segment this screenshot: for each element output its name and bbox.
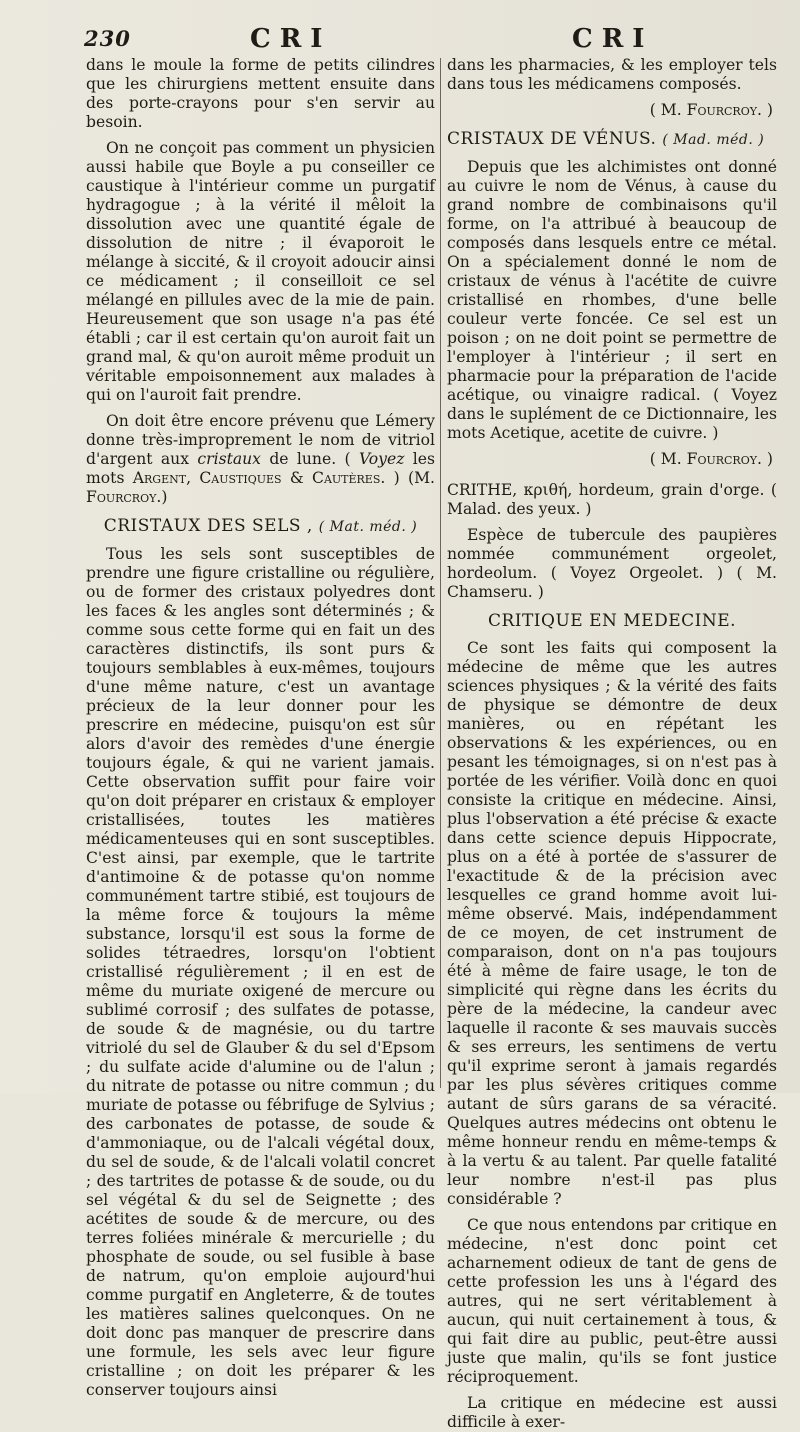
paragraph: On ne conçoit pas comment un physicien aussi habile que Boyle a pu conseiller ce caustique à l'intérieur comme un purgatif hydragogue ; à la vérité il mêloit la dissolution avec une quantité égale de dissolution de nitre ; il évaporoit le mélange à siccité, & il croyoit adoucir ainsi ce médicament ; il conseilloit ce sel mélangé en pillules avec de la mie de pain. Heureusement que son usage n'a pas été établi ; car il est certain qu'on auroit fait un grand mal, & qu'on auroit même produit un véritable empoisonnement aux malades à qui on l'auroit fait prendre. <box>86 139 435 404</box>
author-signature: ( M. Fourcroy. ) <box>649 450 773 468</box>
paragraph: Ce sont les faits qui composent la médecine de même que les autres sciences physiques ; & la vérité des faits de physique se démontre de deux manières, ou en répétant les observations & les expériences, ou en pesant les témoignages, si on n'est pas à portée de les vérifier. Voilà donc en quoi consiste la critique en médecine. Ainsi, plus l'observation a été précise & exacte dans cette science depuis Hippocrate, plus on a été à portée de s'assurer de l'exactitude & de la précision avec lesquelles ce grand homme avoit lui-même observé. Mais, indépendamment de ce moyen, de cet instrument de comparaison, dont on n'a pas toujours été à même de faire usage, le ton de simplicité qui règne dans les écrits du père de la médecine, la candeur avec laquelle il raconte & ses mauvais succès & ses erreurs, les sentimens de vertu qu'il exprime seront à jamais regardés par les plus sévères critiques comme autant de sûrs garans de sa véracité. Quelques autres médecins ont obtenu le même honneur rendu en même-temps & à la vertu & au talent. Par quelle fatalité leur nombre n'est-il pas plus considérable ? <box>447 639 777 1208</box>
section-title-cristaux-de-venus: CRISTAUX DE VÉNUS. ( Mad. méd. ) <box>447 129 765 149</box>
author-signature: ( M. Fourcroy. ) <box>649 101 773 119</box>
section-title-cristaux-des-sels: CRISTAUX DES SELS , ( Mat. méd. ) <box>103 516 418 536</box>
paragraph: Tous les sels sont susceptibles de prendre une figure cristalline ou régulière, ou de former des cristaux polyedres dont les faces & les angles sont déterminés ; & comme sous cette forme qui en fait un des caractères distinctifs, ils sont purs & toujours semblables à eux-mêmes, toujours d'une même nature, c'est un avantage précieux de la leur donner pour les prescrire en médecine, puisqu'on est sûr alors d'avoir des remèdes d'une énergie toujours égale, & qui ne varient jamais. Cette observation suffit pour faire voir qu'on doit préparer en cristaux & employer cristallisées, toutes les matières médicamenteuses qui en sont susceptibles. C'est ainsi, par exemple, que le tartrite d'antimoine & de potasse qu'on nomme communément tartre stibié, est toujours de la même force & toujours la même substance, lorsqu'il est sous la forme de solides tétraedres, lorsqu'on l'obtient cristallisé régulièrement ; il en est de même du muriate oxigené de mercure ou sublimé corrosif ; des sulfates de potasse, de soude & de magnésie, ou du tartre vitriolé du sel de Glauber & du sel d'Epsom ; du sulfate acide d'alumine ou de l'alun ; du nitrate de potasse ou nitre commun ; du muriate de potasse ou fébrifuge de Sylvius ; des carbonates de potasse, de soude & d'ammoniaque, ou de l'alcali végétal doux, du sel de soude, & de l'alcali volatil concret ; des tartrites de potasse & de soude, ou du sel végétal & du sel de Seignette ; des acétites de soude & de mercure, ou des terres foliées minérale & mercurielle ; du phosphate de soude, ou sel fusible à base de natrum, qu'on emploie aujourd'hui comme purgatif en Angleterre, & de toutes les matières salines quelconques. On ne doit donc pas manquer de prescrire dans une formule, les sels avec leur figure cristalline ; on doit les préparer & les conserver toujours ainsi <box>86 545 435 1399</box>
running-head-right: CRI <box>572 24 654 54</box>
page-header <box>84 24 778 54</box>
paragraph: Ce que nous entendons par critique en médecine, n'est donc point cet acharnement odieux de tant de gens de cette profession les uns à l'égard des autres, qui ne sert véritablement à aucun, qui nuit certainement à tous, & qui fait dire au public, peut-être aussi juste que malin, qu'ils se font justice réciproquement. <box>447 1216 777 1386</box>
column-divider <box>440 58 441 1088</box>
paragraph: La critique en médecine est aussi difficile à exer- <box>447 1394 777 1431</box>
page-number: 230 <box>84 26 131 51</box>
paragraph: dans les pharmacies, & les employer tels dans tous les médicamens composés. <box>447 56 777 93</box>
right-column <box>447 56 777 1431</box>
left-column <box>86 56 435 1399</box>
paragraph-lemery: On doit être encore prévenu que Lémery donne très-improprement le nom de vitriol d'argent aux cristaux de lune. ( Voyez les mots Argent, Caustiques & Cautères. ) (M. Fourcroy.) <box>86 412 435 506</box>
paragraph: Espèce de tubercule des paupières nommée communément orgeolet, hordeolum. ( Voyez Orgeolet. ) ( M. Chamseru. ) <box>447 526 777 601</box>
paragraph: Depuis que les alchimistes ont donné au cuivre le nom de Vénus, à cause du grand nombre de combinaisons qu'il forme, on l'a attribué à beaucoup de composés dans lesquels entre ce métal. On a spécialement donné le nom de cristaux de vénus à l'acétite de cuivre cristallisé en rhombes, d'une belle couleur verte foncée. Ce sel est un poison ; on ne doit point se permettre de l'employer à l'intérieur ; il sert en pharmacie pour la préparation de l'acide acétique, ou vinaigre radical. ( Voyez dans le suplément de ce Dictionnaire, les mots Acetique, acetite de cuivre. ) <box>447 158 777 442</box>
paragraph: dans le moule la forme de petits cilindres que les chirurgiens mettent ensuite dans des porte-crayons pour s'en servir au besoin. <box>86 56 435 131</box>
section-title-critique-en-medecine: CRITIQUE EN MEDECINE. <box>487 611 737 631</box>
running-head-left: CRI <box>250 24 332 54</box>
entry-crithe: CRITHE, κριθή, hordeum, grain d'orge. ( Malad. des yeux. ) <box>447 481 777 518</box>
